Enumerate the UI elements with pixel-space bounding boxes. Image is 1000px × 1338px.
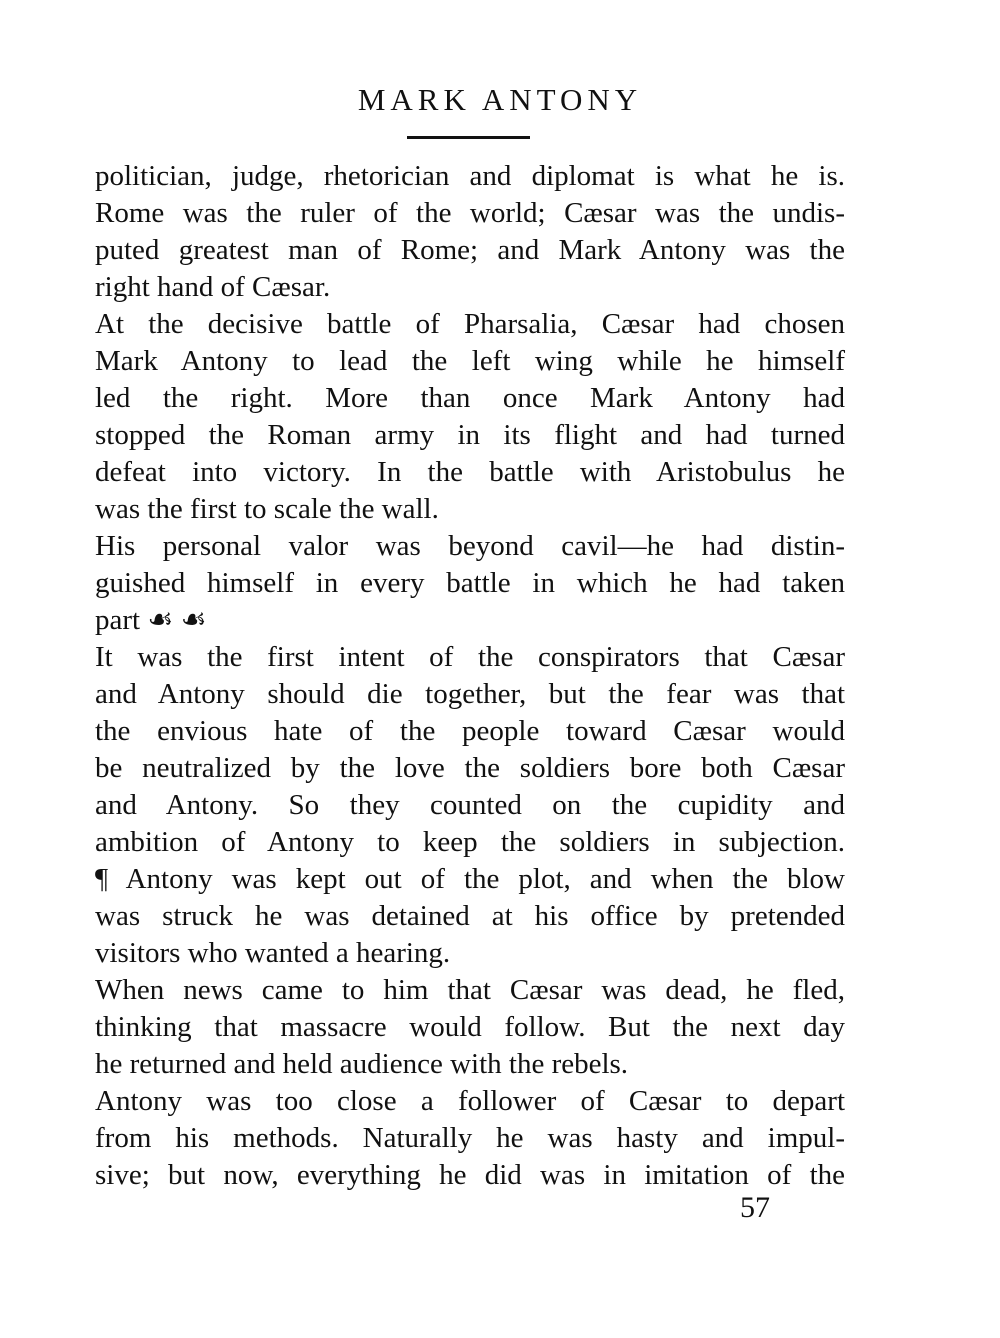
text-line: Rome was the ruler of the world; Cæsar was the undis- [95,197,845,229]
body-text [95,158,845,1194]
text-line-pilcrow: ¶ Antony was kept out of the plot, and when the blow [95,863,845,895]
page-number: 57 [740,1191,770,1224]
text-line: ambition of Antony to keep the soldiers in subjection. [95,826,845,858]
text-line: stopped the Roman army in its flight and had turned [95,419,845,451]
text-line: sive; but now, everything he did was in imitation of the [95,1159,845,1191]
text-line: was struck he was detained at his office by pretended [95,900,845,932]
text-line: right hand of Cæsar. [95,271,331,303]
running-head: MARK ANTONY [357,82,643,117]
text-line: from his methods. Naturally he was hasty and impul- [95,1122,845,1154]
title-rule [407,136,530,139]
text-line: led the right. More than once Mark Antony had [95,382,845,414]
text-line: When news came to him that Cæsar was dead, he fled, [95,974,845,1006]
text-line: defeat into victory. In the battle with Aristobulus he [95,456,845,488]
text-line: At the decisive battle of Pharsalia, Cæsar had chosen [95,308,845,340]
text-line: Mark Antony to lead the left wing while he himself [95,345,845,377]
text-line: thinking that massacre would follow. But the next day [95,1011,845,1043]
text-line: Antony was too close a follower of Cæsar to depart [95,1085,845,1117]
text-line: and Antony. So they counted on the cupidity and [95,789,845,821]
text-line: politician, judge, rhetorician and diplomat is what he is. [95,160,845,192]
text-line: visitors who wanted a hearing. [95,937,451,969]
text-line: was the first to scale the wall. [95,493,439,525]
text-line: be neutralized by the love the soldiers bore both Cæsar [95,752,845,784]
text-line: the envious hate of the people toward Cæsar would [95,715,845,747]
text-line: His personal valor was beyond cavil—he had distin- [95,530,845,562]
text-line: It was the first intent of the conspirators that Cæsar [95,641,845,673]
text-line: guished himself in every battle in which he had taken [95,567,845,599]
text-line: and Antony should die together, but the fear was that [95,678,845,710]
text-line: puted greatest man of Rome; and Mark Antony was the [95,234,845,266]
text-line-with-ornaments: part ☙ ☙ [95,604,207,636]
text-line: he returned and held audience with the rebels. [95,1048,629,1080]
